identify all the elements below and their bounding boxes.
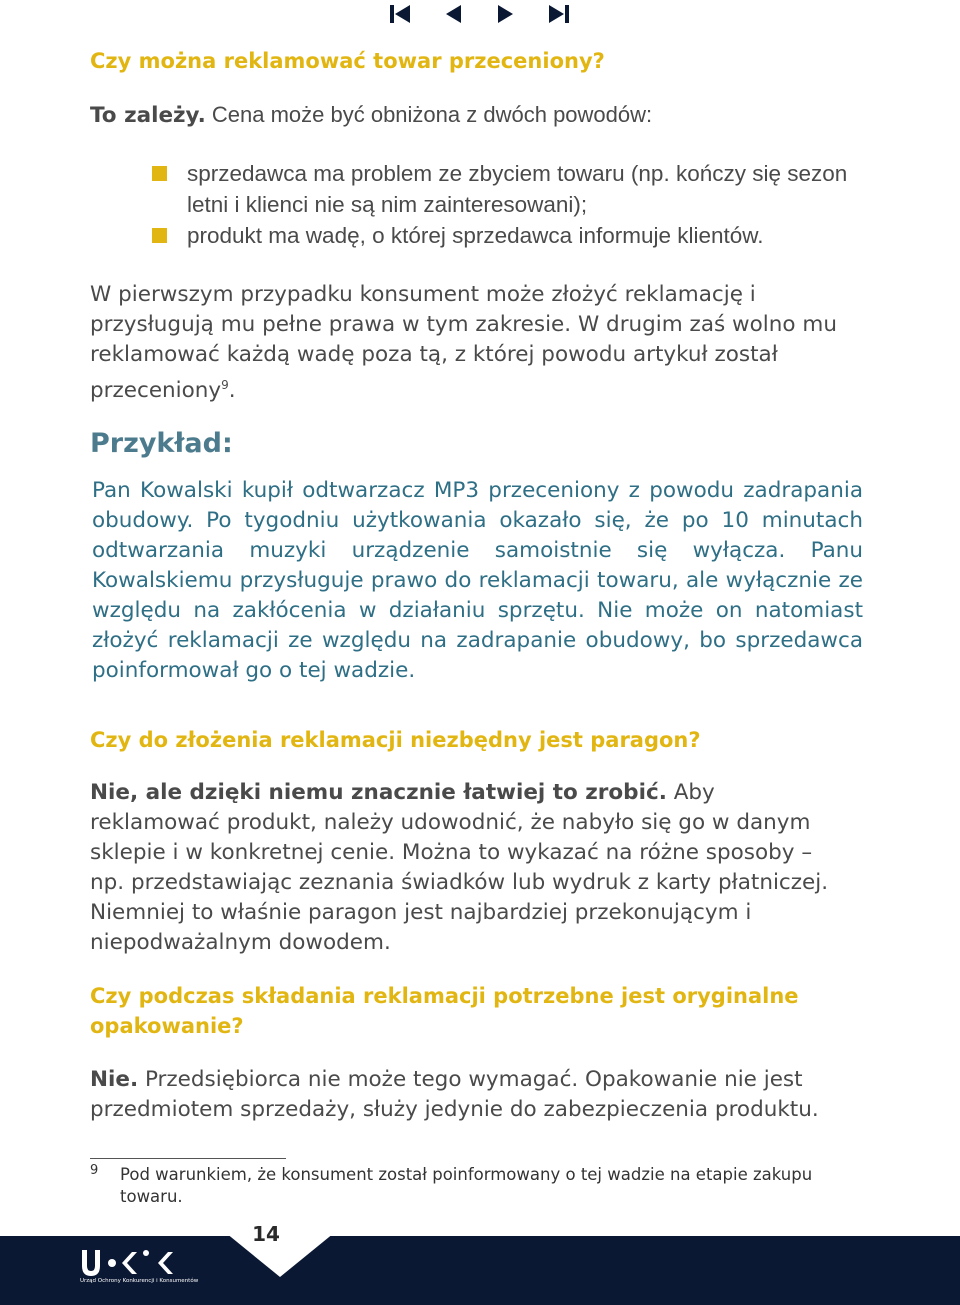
page-navigation	[386, 2, 576, 26]
previous-icon	[440, 2, 468, 26]
answer-bold: To zależy.	[90, 103, 206, 128]
list-item: produkt ma wadę, o której sprzedawca informuje klientów.	[152, 220, 872, 251]
logo-caption: Urząd Ochrony Konkurencji i Konsumentów	[80, 1278, 199, 1284]
list-item: sprzedawca ma problem ze zbyciem towaru (np. kończy się sezon letni i klienci nie są nim zainteresowani);	[152, 158, 872, 220]
question-discounted-goods: Czy można reklamować towar przeceniony?	[90, 49, 605, 73]
answer-receipt	[90, 778, 850, 958]
footnote-reference: 9	[221, 378, 229, 392]
answer-text: Przedsiębiorca nie może tego wymagać. Opakowanie nie jest przedmiotem sprzedaży, służy jedynie do zabezpieczenia produktu.	[90, 1067, 819, 1122]
first-case-paragraph: W pierwszym przypadku konsument może złożyć reklamację i przysługują mu pełne prawa w tym zakresie. W drugim zaś wolno mu reklamować każdą wadę poza tą, z której powodu artykuł został przeceniony$^9$.	[90, 282, 837, 404]
next-page-button[interactable]	[492, 2, 520, 26]
next-icon	[492, 2, 520, 26]
answer-packaging	[90, 1065, 865, 1125]
question-receipt: Czy do złożenia reklamacji niezbędny jest paragon?	[90, 728, 701, 752]
answer-text: Aby reklamować produkt, należy udowodnić, że nabyło się go w danym sklepie i w konkretnej cenie. Można to wykazać na różne sposoby – np. przedstawiając zeznania świadków lub wydruk z karty płatniczej. Niemniej to właśnie paragon jest najbardziej przekonującym i niepodważalnym dowodem.	[90, 780, 829, 955]
answer-bold: Nie, ale dzięki niemu znacznie łatwiej to zrobić.	[90, 780, 667, 805]
question-packaging: Czy podczas składania reklamacji potrzebne jest oryginalne opakowanie?	[90, 984, 799, 1038]
footnote-divider	[90, 1158, 286, 1159]
answer-discounted-goods	[90, 100, 865, 131]
example-text: Pan Kowalski kupił odtwarzacz MP3 przeceniony z powodu zadrapania obudowy. Po tygodniu użytkowania okazało się, że po 10 minutach odtwarzania muzyki urządzenie samoistnie się wyłącza. Panu Kowalskiemu przysługuje prawo do reklamacji towaru, ale wyłącznie ze względu na zakłócenia w działaniu sprzętu. Nie może on natomiast złożyć reklamacji ze względu na zadrapanie obudowy, bo sprzedawca poinformował go o tej wadzie.	[92, 478, 863, 683]
bullet-square-icon	[152, 228, 167, 243]
bullet-square-icon	[152, 166, 167, 181]
answer-text: Cena może być obniżona z dwóch powodów:	[205, 102, 653, 127]
answer-bold: Nie.	[90, 1067, 139, 1092]
footnote-text: Pod warunkiem, że konsument został poinformowany o tej wadzie na etapie zakupu towaru.	[120, 1165, 813, 1206]
last-page-button[interactable]	[546, 2, 574, 26]
page-number: 14	[252, 1222, 280, 1246]
first-page-button[interactable]	[386, 2, 414, 26]
reasons-list	[152, 158, 872, 251]
previous-page-button[interactable]	[440, 2, 468, 26]
footnote-number: 9	[90, 1163, 99, 1178]
example-heading: Przykład:	[90, 428, 233, 459]
skip-to-first-icon	[386, 2, 414, 26]
skip-to-last-icon	[546, 2, 574, 26]
